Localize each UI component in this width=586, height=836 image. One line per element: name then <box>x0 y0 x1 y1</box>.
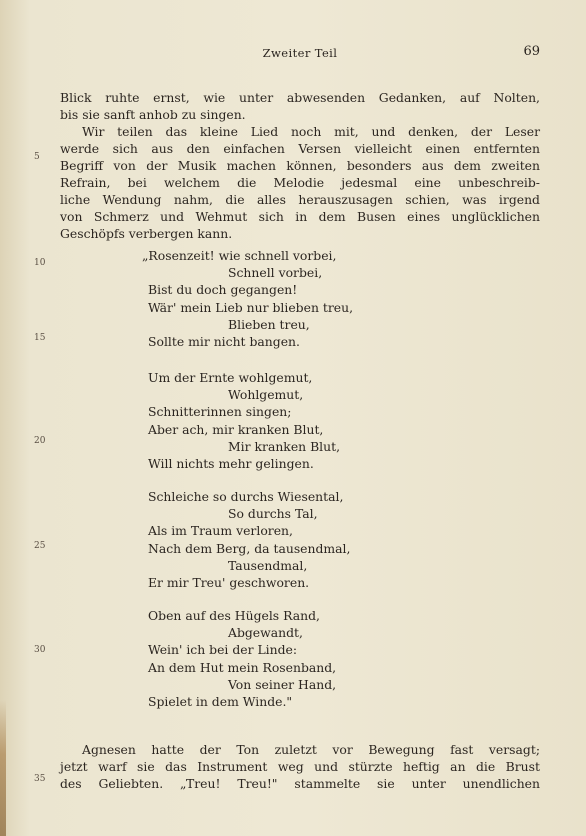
line-number: 20 <box>34 436 46 446</box>
prose-line: jetzt warf sie das Instrument weg und stürzte heftig an die Brust <box>60 759 540 774</box>
line-number: 5 <box>34 152 40 162</box>
verse-line: Schnell vorbei, <box>228 265 323 281</box>
verse-line: Spielet in dem Winde." <box>148 694 293 710</box>
verse-line: „Rosenzeit! wie schnell vorbei, <box>142 248 337 263</box>
poem-stanza-2 <box>148 369 488 472</box>
prose-line: Begriff von der Musik machen können, besonders aus dem zweiten <box>60 158 540 173</box>
verse-line: Mir kranken Blut, <box>228 438 341 454</box>
verse-line: Oben auf des Hügels Rand, <box>148 608 320 623</box>
page-edge-shadow <box>0 700 6 836</box>
prose-line: bis sie sanft anhob zu singen. <box>60 107 246 122</box>
prose-line: des Geliebten. „Treu! Treu!" stammelte sie unter unendlichen <box>60 776 540 791</box>
page-number: 69 <box>523 44 540 59</box>
poem-stanza-4 <box>148 607 488 710</box>
verse-line: Wär' mein Lieb nur blieben treu, <box>148 299 354 315</box>
prose-line: liche Wendung nahm, die alles herauszusagen schien, was irgend <box>60 192 540 207</box>
verse-line: Blieben treu, <box>228 316 310 332</box>
verse-line: Schleiche so durchs Wiesental, <box>148 489 344 504</box>
prose-line: Refrain, bei welchem die Melodie jedesmal eine unbeschreib- <box>60 175 540 190</box>
verse-line: Abgewandt, <box>228 625 303 641</box>
prose-line: von Schmerz und Wehmut sich in dem Busen eines unglücklichen <box>60 209 540 224</box>
verse-line: Von seiner Hand, <box>228 676 337 692</box>
prose-paragraph-bottom <box>60 741 540 792</box>
verse-line: Nach dem Berg, da tausendmal, <box>148 540 351 556</box>
prose-line: Geschöpfs verbergen kann. <box>60 226 233 241</box>
line-number: 35 <box>34 774 46 784</box>
line-number: 30 <box>34 645 46 655</box>
running-title: Zweiter Teil <box>262 46 338 60</box>
verse-line: Tausendmal, <box>228 557 308 573</box>
prose-line: Wir teilen das kleine Lied noch mit, und denken, der Leser <box>82 124 540 139</box>
line-number: 15 <box>34 333 46 343</box>
verse-line: Sollte mir nicht bangen. <box>148 334 300 350</box>
verse-line: Als im Traum verloren, <box>148 523 293 539</box>
poem-stanza-1 <box>142 247 488 350</box>
verse-line: Schnitterinnen singen; <box>148 404 292 420</box>
verse-line: So durchs Tal, <box>228 506 318 522</box>
poem-stanza-3 <box>148 488 488 591</box>
prose-line: Blick ruhte ernst, wie unter abwesenden Gedanken, auf Nolten, <box>60 90 540 105</box>
line-number: 25 <box>34 541 46 551</box>
verse-line: Wohlgemut, <box>228 387 304 403</box>
prose-line: werde sich aus den einfachen Versen vielleicht einen entfernten <box>60 141 540 156</box>
verse-line: Will nichts mehr gelingen. <box>148 456 314 472</box>
verse-line: Wein' ich bei der Linde: <box>148 642 298 658</box>
page-header <box>60 44 540 64</box>
prose-paragraph-top <box>60 89 540 242</box>
line-number: 10 <box>34 258 46 268</box>
verse-line: Bist du doch gegangen! <box>148 282 298 298</box>
verse-line: Aber ach, mir kranken Blut, <box>148 421 324 437</box>
verse-line: An dem Hut mein Rosenband, <box>148 659 337 675</box>
prose-line: Agnesen hatte der Ton zuletzt vor Bewegung fast versagt; <box>82 742 540 757</box>
verse-line: Um der Ernte wohlgemut, <box>148 370 313 385</box>
verse-line: Er mir Treu' geschworen. <box>148 575 310 591</box>
